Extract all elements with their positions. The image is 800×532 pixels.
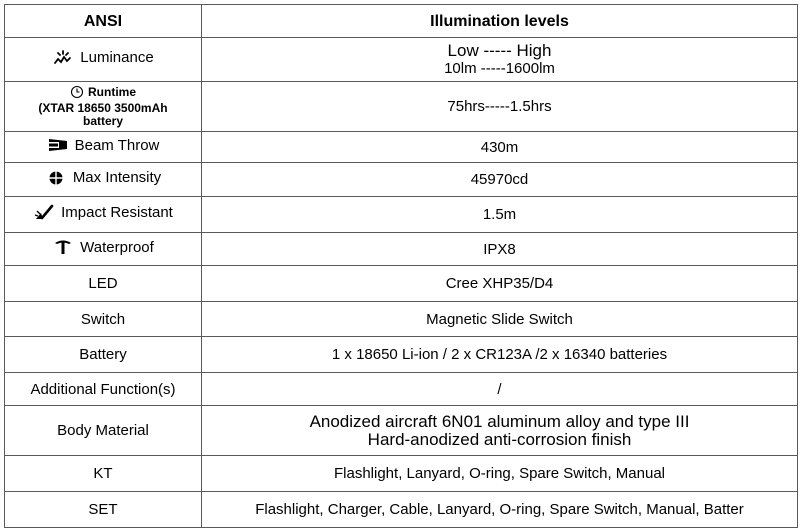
value-beam-throw: 430m	[202, 132, 798, 163]
table-row	[5, 337, 798, 373]
row-label-cell	[5, 132, 202, 163]
label-luminance: Luminance	[80, 49, 154, 66]
value-body-material-line2: Hard-anodized anti-corrosion finish	[367, 429, 632, 449]
label-runtime-battery-2: battery	[82, 114, 123, 128]
beam-throw-icon	[47, 136, 69, 154]
label-set: SET	[5, 492, 202, 528]
value-led: Cree XHP35/D4	[202, 266, 798, 302]
table-row	[5, 373, 798, 406]
table-row	[5, 163, 798, 197]
crosshair-icon	[45, 169, 67, 187]
luminance-icon	[52, 49, 74, 67]
table-row	[5, 492, 798, 528]
row-value-cell	[202, 406, 798, 456]
label-max-intensity: Max Intensity	[72, 169, 162, 186]
row-label-cell	[5, 38, 202, 82]
table-row	[5, 38, 798, 82]
table-row	[5, 406, 798, 456]
row-label-cell	[5, 197, 202, 233]
table-row	[5, 197, 798, 233]
clock-icon	[70, 85, 84, 99]
row-label-cell	[5, 82, 202, 132]
value-switch: Magnetic Slide Switch	[202, 302, 798, 337]
row-value-cell	[202, 38, 798, 82]
row-label-cell	[5, 163, 202, 197]
value-kt: Flashlight, Lanyard, O-ring, Spare Switch, Manual	[202, 456, 798, 492]
table-row	[5, 456, 798, 492]
table-row	[5, 233, 798, 266]
header-row	[5, 5, 798, 38]
value-luminance-line1: Low ----- High	[447, 41, 552, 60]
value-battery: 1 x 18650 Li-ion / 2 x CR123A /2 x 16340 batteries	[202, 337, 798, 373]
table-row	[5, 82, 798, 132]
value-luminance-line2: 10lm -----1600lm	[444, 60, 555, 77]
spec-table	[4, 4, 798, 528]
waterproof-icon	[52, 238, 74, 256]
value-additional-functions: /	[202, 373, 798, 406]
label-additional-functions: Additional Function(s)	[5, 373, 202, 406]
label-runtime-battery: (XTAR 18650 3500mAh	[38, 101, 168, 115]
label-switch: Switch	[5, 302, 202, 337]
table-row	[5, 132, 798, 163]
label-body-material: Body Material	[5, 406, 202, 456]
label-runtime: Runtime	[88, 84, 136, 99]
value-runtime: 75hrs-----1.5hrs	[202, 82, 798, 132]
header-ansi: ANSI	[5, 5, 202, 38]
table-row	[5, 302, 798, 337]
value-body-material-line1: Anodized aircraft 6N01 aluminum alloy and type III	[309, 411, 690, 431]
label-beam-throw: Beam Throw	[74, 136, 160, 154]
row-value-cell	[202, 492, 798, 528]
header-illumination-levels: Illumination levels	[202, 5, 798, 38]
label-waterproof: Waterproof	[80, 238, 154, 256]
table-row	[5, 266, 798, 302]
label-impact-resistant: Impact Resistant	[61, 204, 173, 221]
label-battery: Battery	[5, 337, 202, 373]
row-label-cell	[5, 233, 202, 266]
label-led: LED	[5, 266, 202, 302]
label-kt: KT	[5, 456, 202, 492]
value-waterproof: IPX8	[202, 233, 798, 266]
impact-icon	[33, 204, 55, 222]
value-max-intensity: 45970cd	[202, 163, 798, 197]
value-set: Flashlight, Charger, Cable, Lanyard, O-ring, Spare Switch, Manual, Batter	[255, 501, 744, 518]
value-impact-resistant: 1.5m	[202, 197, 798, 233]
